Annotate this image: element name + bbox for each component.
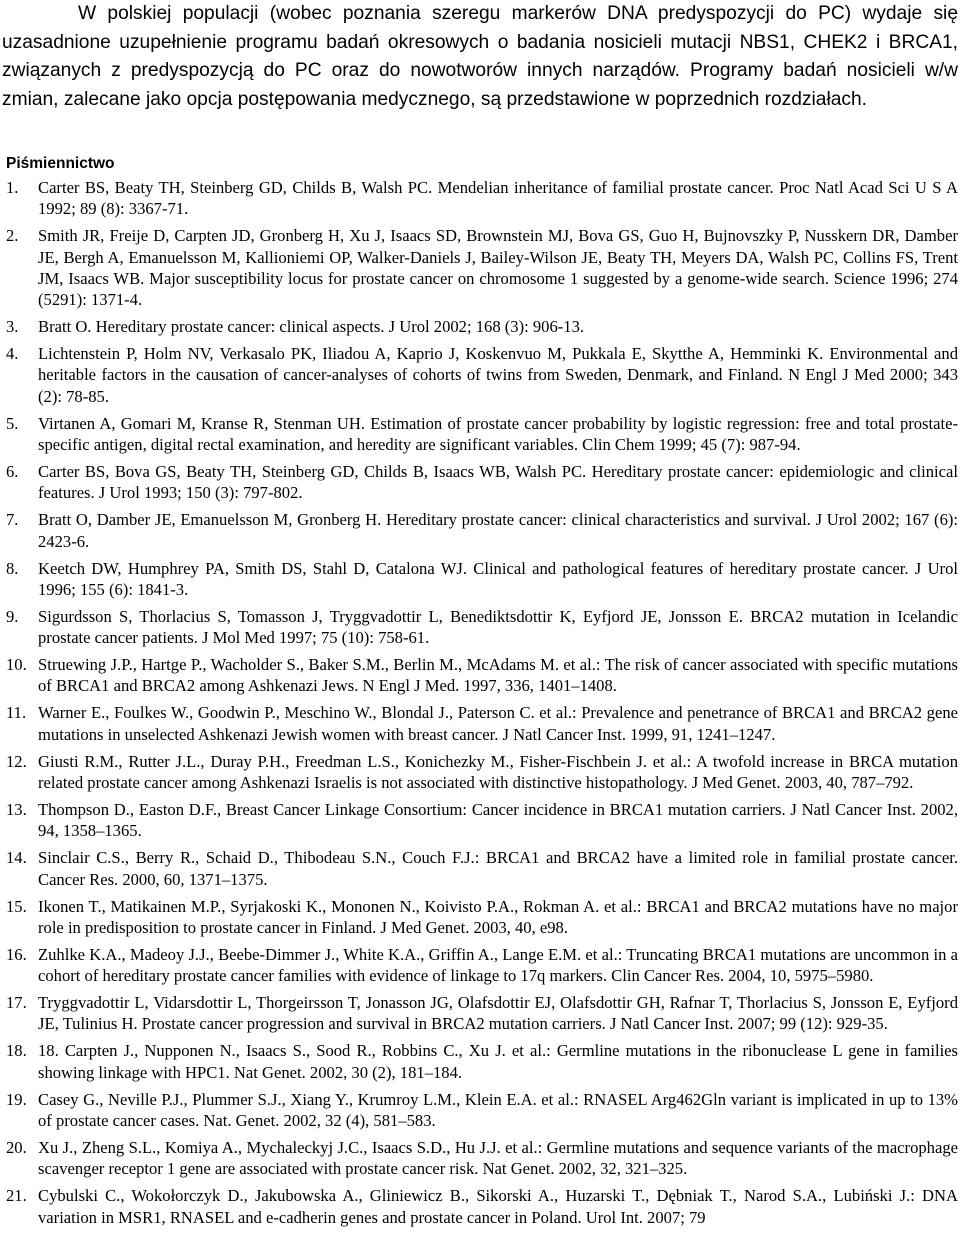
reference-text: Casey G., Neville P.J., Plummer S.J., Xiang Y., Krumroy L.M., Klein E.A. et al.: RNASEL Arg462Gln variant is implicated in up to 13% of prostate cancer cases. Nat. Genet. 2002, 32 (4), 581–583.	[38, 1089, 958, 1130]
reference-item	[6, 896, 958, 939]
reference-item	[6, 177, 958, 220]
reference-number: 8.	[6, 558, 19, 578]
reference-item	[6, 799, 958, 842]
reference-number: 4.	[6, 344, 19, 364]
reference-item	[6, 1089, 958, 1132]
reference-number: 7.	[6, 510, 19, 530]
reference-item	[6, 751, 958, 794]
reference-item	[6, 606, 958, 649]
reference-item	[6, 847, 958, 890]
reference-item	[6, 702, 958, 745]
reference-item	[6, 1137, 958, 1180]
reference-number: 19.	[6, 1089, 27, 1109]
reference-number: 1.	[6, 178, 19, 197]
reference-text: Sinclair C.S., Berry R., Schaid D., Thibodeau S.N., Couch F.J.: BRCA1 and BRCA2 have a limited role in familial prostate cancer. Cancer Res. 2000, 60, 1371–1375.	[38, 848, 958, 889]
reference-text: Tryggvadottir L, Vidarsdottir L, Thorgeirsson T, Jonasson JG, Olafsdottir EJ, Olafsdottir GH, Rafnar T, Thorlacius S, Jonsson E, Eyfjord JE, Tulinius H. Prostate cancer progression and survival in BRCA2 mutation carriers. J Natl Cancer Inst. 2007; 99 (12): 929-35.	[38, 993, 958, 1034]
reference-text: Keetch DW, Humphrey PA, Smith DS, Stahl D, Catalona WJ. Clinical and pathological features of hereditary prostate cancer. J Urol 1996; 155 (6): 1841-3.	[38, 558, 958, 599]
reference-number: 12.	[6, 751, 27, 771]
reference-number: 20.	[6, 1137, 27, 1157]
reference-item	[6, 1185, 958, 1228]
intro-paragraph: W polskiej populacji (wobec poznania szeregu markerów DNA predyspozycji do PC) wydaje się uzasadnione uzupełnienie programu badań okresowych o badania nosicieli mutacji NBS1, CHEK2 i BRCA1, związanych z predyspozycją do PC oraz do nowotworów innych narządów. Programy badań nosicieli w/w zmian, zalecane jako opcja postępowania medycznego, są przedstawione w poprzednich rozdziałach.	[2, 3, 958, 110]
reference-text: Thompson D., Easton D.F., Breast Cancer Linkage Consortium: Cancer incidence in BRCA1 mutation carriers. J Natl Cancer Inst. 2002, 94, 1358–1365.	[38, 799, 958, 841]
reference-text: 18. Carpten J., Nupponen N., Isaacs S., Sood R., Robbins C., Xu J. et al.: Germline mutations in the ribonuclease L gene in families showing linkage with HPC1. Nat Genet. 2002, 30 (2), 181–184.	[38, 1041, 958, 1082]
reference-item	[6, 992, 958, 1035]
reference-text: Bratt O. Hereditary prostate cancer: clinical aspects. J Urol 2002; 168 (3): 906-13.	[38, 317, 585, 337]
reference-text: Cybulski C., Wokołorczyk D., Jakubowska A., Gliniewicz B., Sikorski A., Huzarski T., Dębniak T., Narod S.A., Lubiński J.: DNA variation in MSR1, RNASEL and e-cadherin genes and prostate cancer in Poland. Urol Int. 2007; 79	[38, 1186, 958, 1227]
reference-item	[6, 343, 958, 407]
reference-text: Bratt O, Damber JE, Emanuelsson M, Gronberg H. Hereditary prostate cancer: clinical characteristics and survival. J Urol 2002; 167 (6): 2423-6.	[38, 510, 958, 551]
reference-item	[6, 1040, 958, 1083]
reference-number: 5.	[6, 413, 19, 433]
reference-text: Lichtenstein P, Holm NV, Verkasalo PK, Iliadou A, Kaprio J, Koskenvuo M, Pukkala E, Skytthe A, Hemminki K. Environmental and heritable factors in the causation of cancer-analyses of cohorts of twins from Sweden, Denmark, and Finland. N Engl J Med 2000; 343 (2): 78-85.	[38, 344, 958, 406]
reference-text: Warner E., Foulkes W., Goodwin P., Meschino W., Blondal J., Paterson C. et al.: Prevalence and penetrance of BRCA1 and BRCA2 gene mutations in unselected Ashkenazi Jewish women with breast cancer. J Natl Cancer Inst. 1999, 91, 1241–1247.	[38, 703, 958, 744]
reference-number: 9.	[6, 606, 19, 626]
reference-text: Zuhlke K.A., Madeoy J.J., Beebe-Dimmer J., White K.A., Griffin A., Lange E.M. et al.: Truncating BRCA1 mutations are uncommon in a cohort of hereditary prostate cancer families with evidence of linkage to 17q markers. Clin Cancer Res. 2004, 10, 5975–5980.	[38, 944, 958, 986]
reference-number: 17.	[6, 993, 27, 1013]
reference-number: 11.	[6, 703, 27, 723]
reference-text: Struewing J.P., Hartge P., Wacholder S., Baker S.M., Berlin M., McAdams M. et al.: The risk of cancer associated with specific mutations of BRCA1 and BRCA2 among Ashkenazi Jews. N Engl J Med. 1997, 336, 1401–1408.	[38, 655, 958, 696]
reference-number: 21.	[6, 1186, 27, 1206]
bibliography-heading: Piśmiennictwo	[6, 155, 115, 172]
reference-text: Xu J., Zheng S.L., Komiya A., Mychaleckyj J.C., Isaacs S.D., Hu J.J. et al.: Germline mutations and sequence variants of the macrophage scavenger receptor 1 gene are associated with prostate cancer risk. Nat Genet. 2002, 32, 321–325.	[38, 1137, 958, 1179]
reference-text: Ikonen T., Matikainen M.P., Syrjakoski K., Mononen N., Koivisto P.A., Rokman A. et al.: BRCA1 and BRCA2 mutations have no major role in predisposition to prostate cancer in Finland. J Med Genet. 2003, 40, e98.	[38, 896, 958, 937]
reference-item	[6, 316, 958, 337]
reference-number: 18.	[6, 1041, 27, 1061]
reference-number: 10.	[6, 655, 27, 675]
reference-item	[6, 558, 958, 601]
reference-number: 16.	[6, 944, 27, 964]
reference-text: Carter BS, Beaty TH, Steinberg GD, Childs B, Walsh PC. Mendelian inheritance of familial prostate cancer. Proc Natl Acad Sci U S A 1992; 89 (8): 3367-71.	[38, 178, 958, 219]
reference-number: 15.	[6, 896, 27, 916]
reference-text: Sigurdsson S, Thorlacius S, Tomasson J, Tryggvadottir L, Benediktsdottir K, Eyfjord JE, Jonsson E. BRCA2 mutation in Icelandic prostate cancer patients. J Mol Med 1997; 75 (10): 758-61.	[38, 606, 958, 648]
reference-item	[6, 654, 958, 697]
reference-number: 13.	[6, 799, 27, 819]
reference-item	[6, 461, 958, 504]
reference-number: 6.	[6, 462, 19, 481]
reference-item	[6, 509, 958, 552]
reference-text: Virtanen A, Gomari M, Kranse R, Stenman UH. Estimation of prostate cancer probability by logistic regression: free and total prostate-specific antigen, digital rectal examination, and heredity are significant variables. Clin Chem 1999; 45 (7): 987-94.	[38, 413, 958, 455]
reference-item	[6, 944, 958, 987]
reference-text: Carter BS, Bova GS, Beaty TH, Steinberg GD, Childs B, Isaacs WB, Walsh PC. Hereditary prostate cancer: epidemiologic and clinical features. J Urol 1993; 150 (3): 797-802.	[38, 462, 958, 503]
reference-text: Smith JR, Freije D, Carpten JD, Gronberg H, Xu J, Isaacs SD, Brownstein MJ, Bova GS, Guo H, Bujnovszky P, Nusskern DR, Damber JE, Bergh A, Emanuelsson M, Kallioniemi OP, Walker-Daniels J, Bailey-Wilson JE, Beaty TH, Meyers DA, Walsh PC, Collins FS, Trent JM, Isaacs WB. Major susceptibility locus for prostate cancer on chromosome 1 suggested by a genome-wide search. Science 1996; 274 (5291): 1371-4.	[38, 226, 958, 310]
reference-number: 3.	[6, 317, 19, 337]
reference-list	[6, 177, 958, 1234]
reference-number: 2.	[6, 226, 19, 246]
reference-text: Giusti R.M., Rutter J.L., Duray P.H., Freedman L.S., Konichezky M., Fisher-Fischbein J. et al.: A twofold increase in BRCA mutation related prostate cancer among Ashkenazi Israelis is not associated with distinctive histopathology. J Med Genet. 2003, 40, 787–792.	[38, 751, 958, 792]
reference-item	[6, 413, 958, 456]
reference-number: 14.	[6, 848, 27, 868]
reference-item	[6, 225, 958, 310]
